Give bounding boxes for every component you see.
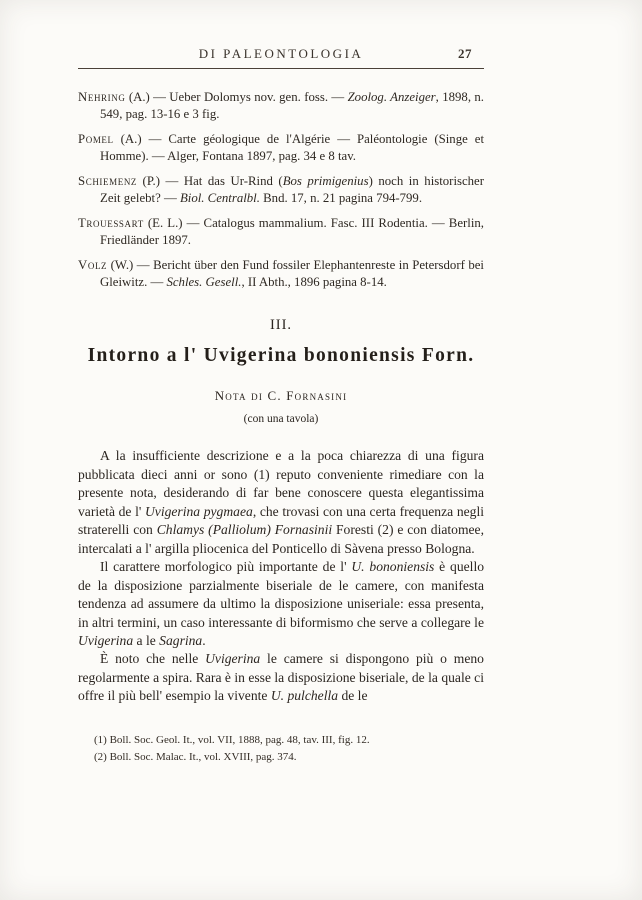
article-title: Intorno a l' Uvigerina bononiensis Forn. (87, 345, 475, 367)
footnote-1: (1) Boll. Soc. Geol. It., vol. VII, 1888, pag. 48, tav. III, fig. 12. (94, 733, 370, 746)
paragraph-3: È noto che nelle Uvigerina le camere si dispongono più o meno regolarmente a spira. Rara è in esse la disposizione biseriale, de la quale ci offre il più bell' esempio la vivente U. pulchella de le (78, 651, 484, 704)
paragraph-1: A la insufficiente descrizione e a la poca chiarezza di una figura pubblicata dieci anni or sono (1) reputo conveniente rimediare con la presente nota, desiderando di far bene conoscere questa elegantissima varietà de l' Uvigerina pygmaea, che trovasi con una certa frequenza negli straterelli con Chlamys (Palliolum) Fornasinii Foresti (2) e con diatomee, intercalati a l' argilla pliocenica del Ponticello di Sàvena presso Bologna. (78, 448, 485, 556)
page-number: 27 (458, 46, 472, 61)
bibliography-entry-pomel: Pomel (A.) — Carte géologique de l'Algérie — Paléontologie (Singe et Homme). — Alger, Fontana 1897, pag. 34 e 8 tav. (78, 132, 484, 164)
bibliography-entry-nehring: Nehring (A.) — Ueber Dolomys nov. gen. foss. — Zoolog. Anzeiger, 1898, n. 549, pag. 13-16 e 3 fig. (78, 90, 484, 122)
bibliography-entry-trouessart: Trouessart (E. L.) — Catalogus mammalium. Fasc. III Rodentia. — Berlin, Friedländer 1897. (78, 216, 484, 248)
running-title: DI PALEONTOLOGIA (198, 46, 364, 61)
footnote-2: (2) Boll. Soc. Malac. It., vol. XVIII, pag. 374. (94, 750, 297, 763)
paragraph-2: Il carattere morfologico più importante de l' U. bononiensis è quello de la disposizione parzialmente biseriale de le camere, con manifesta tendenza ad assumere da ultimo la disposizione uniseriale: essa presenta, in altri termini, un caso interessante di biformismo che serve a collegare le Uvigerina a le Sagrina. (78, 559, 485, 648)
article-body (78, 447, 484, 706)
footnotes-section (78, 732, 484, 766)
bibliography-entry-schiemenz: Schiemenz (P.) — Hat das Ur-Rind (Bos primigenius) noch in historischer Zeit gelebt? — Biol. Centralbl. Bnd. 17, n. 21 pagina 794-799. (78, 174, 484, 206)
header-rule (78, 68, 484, 69)
bibliography-entry-volz: Volz (W.) — Bericht über den Fund fossiler Elephantenreste in Petersdorf bei Gleiwitz. — Schles. Gesell., II Abth., 1896 pagina 8-14. (78, 258, 484, 290)
subtitle-note: (con una tavola) (243, 413, 319, 426)
section-number: III. (269, 317, 293, 334)
author-line: Nota di C. Fornasini (214, 388, 348, 404)
running-header (78, 46, 484, 62)
bibliography-section (78, 89, 484, 291)
